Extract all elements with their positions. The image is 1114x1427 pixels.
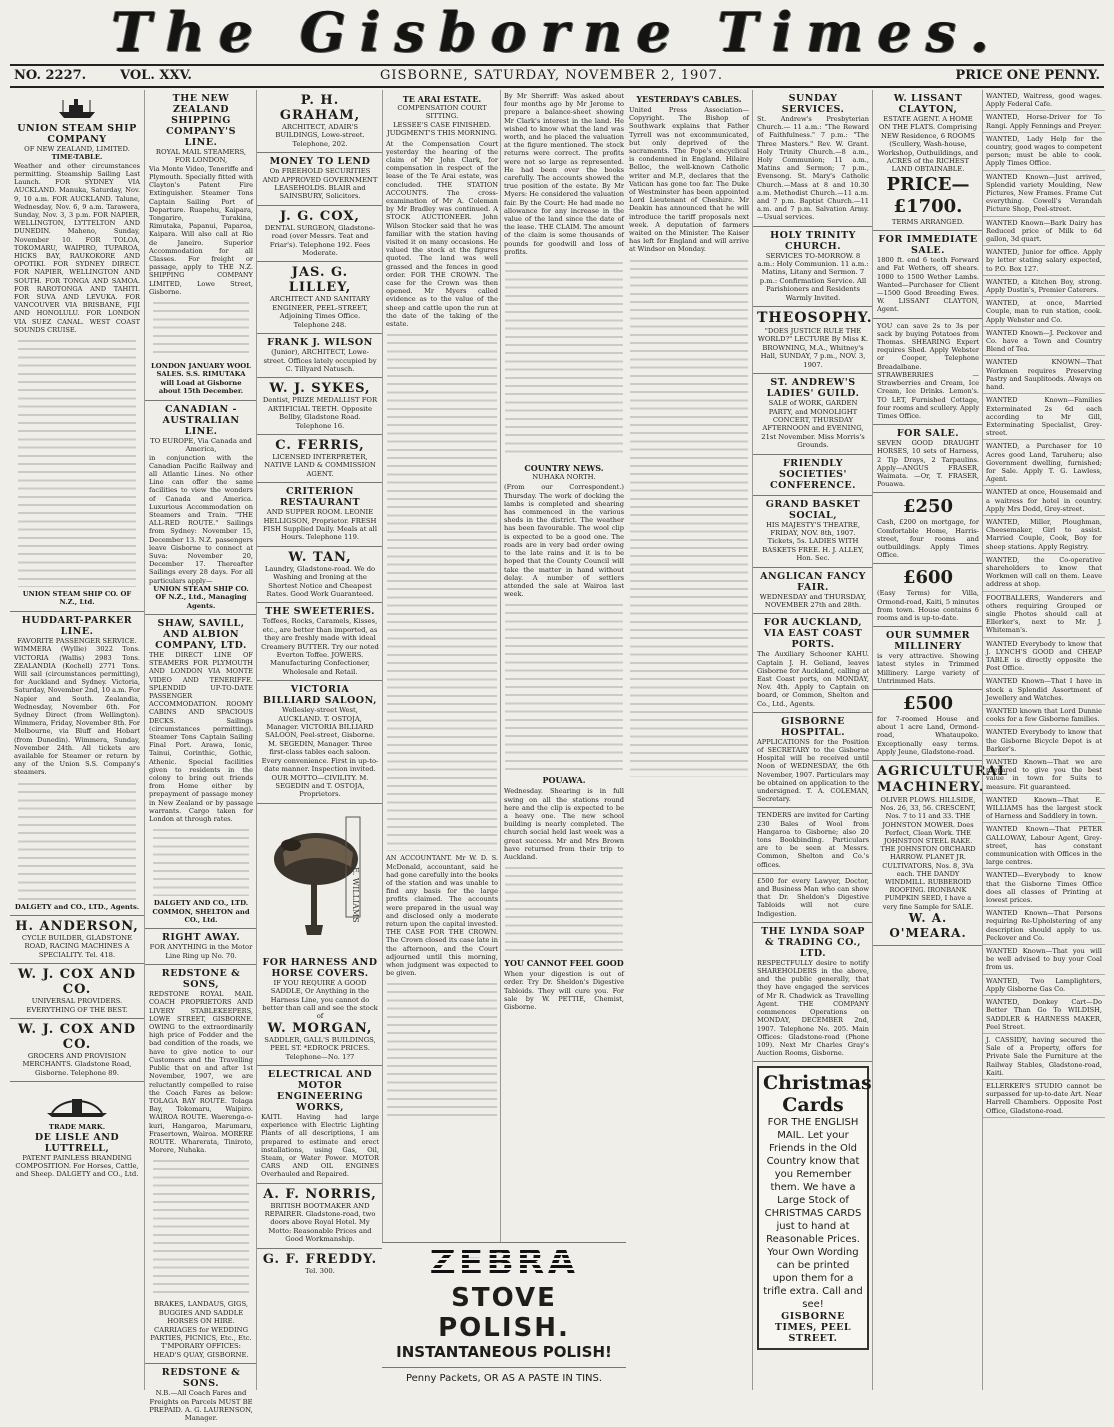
nz-title: THE NEW ZEALAND SHIPPING COMPANY'S LINE. bbox=[166, 93, 236, 148]
cassidy-ad: J. CASSIDY, having secured the Sale of a Property, offers for Private Sale the Furniture at the Railway Stables, Gladstone-road, Kaiti. bbox=[983, 1034, 1105, 1080]
zebra-title: ZEBRA bbox=[382, 1243, 626, 1283]
theosophy-ad bbox=[753, 307, 873, 374]
svg-text:E. WILLIAMS: E. WILLIAMS bbox=[351, 866, 360, 923]
lease-story-continued-2 bbox=[387, 980, 497, 1120]
ladies-title: ST. ANDREW'S LADIES' GUILD. bbox=[766, 377, 860, 400]
studio-ad: ELLERKER'S STUDIO cannot be surpassed for up-to-date Art. Near Harrell Chambers. Opposite Post Office, Gladstone-road. bbox=[983, 1080, 1105, 1118]
column-4 bbox=[382, 90, 501, 1390]
agri-body: OLIVER PLOWS. HILLSIDE, Nos. 26, 33, 56. CRESCENT, Nos. 7 to 11 and 33. THE JOHNSTON MOWER. Does Perfect, Clean Work. THE JOHNSTON STEEL RAKE. THE JOHNSTON ORCHARD HARROW. PLANET JR. CULTIVATORS, Nos. 8, 3Va each. THE DANDY WINDMILL. RUBBEROID ROOFING. IRONBANK PUMPKIN SEED, I have a very fine Sample for SALE. bbox=[880, 795, 976, 911]
fancy-fair-ad bbox=[753, 568, 873, 615]
auckland-ad bbox=[753, 614, 873, 712]
money-body: On FREEHOLD SECURITIES AND APPROVED GOVERNMENT LEASEHOLDS. BLAIR and SAINSBURY, Solicitors. bbox=[262, 167, 378, 201]
christmas-footer: GISBORNE TIMES, PEEL STREET. bbox=[774, 1311, 852, 1345]
ferris-ad bbox=[257, 435, 383, 483]
wanted-ad: WANTED known that Lord Dunnie cooks for a few Gisborne families. bbox=[983, 705, 1105, 726]
column-6 bbox=[626, 90, 752, 1390]
wanted-ad: WANTED, Waitress, good wages. Apply Federal Cafe. bbox=[983, 90, 1105, 111]
norris-body: BRITISH BOOTMAKER AND REPAIRER. Gladstone-road, two doors above Royal Hotel. My Motto: Reasonable Prices and Good Workmanship. bbox=[264, 1201, 376, 1244]
nz-body: Via Monte Video, Teneriffe and Plymouth. Specially fitted with Clayton's Patent Fire Extinguisher. Steamer Tons Captain Sailing Port of Departure. Ruapehu, Kaipara, Tongariro, Turakina, Rimutaka, Papanui, Paparoa, Kaipara. Will also call at Rio de Janeiro. Superior Accommodation for all Classes. For freight or passage, apply to THE N.Z. SHIPPING COMPANY LIMITED, Lowe Street, Gisborne. bbox=[149, 164, 253, 296]
wanted-ad: WANTED Known—That you will be well advised to buy your Coal from us. bbox=[983, 945, 1105, 975]
pouawa-title: POUAWA. bbox=[542, 775, 586, 786]
ship-icon bbox=[57, 97, 97, 119]
grand-body: HIS MAJESTY'S THEATRE, FRIDAY, NOV. 8th, 1907. Tickets, 5s. LADIES WITH BASKETS FREE. H. J. ALLEY, Hon. Sec. bbox=[762, 520, 864, 563]
tender-ad bbox=[753, 808, 873, 873]
tan-title: W. TAN, bbox=[288, 549, 352, 565]
jg-cox-ad bbox=[257, 206, 383, 263]
graham-body: ARCHITECT, ADAIR'S BUILDINGS, Lowe-street. Telephone, 202. bbox=[275, 123, 365, 148]
clayton-body: ESTATE AGENT. A HOME ON THE FLATS. Comprising NEW Residence, 6 ROOMS (Scullery, Wash-house, Workshop, Outbuildings, and ACRES of the RICHEST LAND OBTAINABLE. bbox=[877, 115, 979, 174]
ladies-body: SALE of WORK, GARDEN PARTY, and MONOLIGHT CONCERT, THURSDAY AFTERNOON and EVENING, 21st November. Miss Morris's Grounds. bbox=[761, 399, 865, 450]
story-continued-text bbox=[505, 259, 623, 459]
zebra-slogan: INSTANTANEOUS POLISH! bbox=[396, 1343, 612, 1361]
redstone-footer: BRAKES, LANDAUS, GIGS, BUGGIES AND SADDLE HORSES ON HIRE. CARRIAGES for WEDDING PARTIES, PICNICS, Etc., Etc. T'MPORARY OFFICES: HEAD'S QUAY, GISBORNE. bbox=[150, 1300, 252, 1359]
wanted-ad: WANTED, at once, Married Couple, man to run station, cook. Apply Webster and Co. bbox=[983, 297, 1105, 327]
wanted-ad: WANTED Known—Just arrived, Splendid variety Moulding, New Pictures, New Frames. Frame Cut everything. Cowell's Verandah Picture Shop, Peel-street. bbox=[983, 171, 1105, 217]
christmas-title: Christmas Cards bbox=[763, 1072, 872, 1117]
graham-title: P. H. GRAHAM, bbox=[279, 93, 361, 123]
wanted-ad: WANTED, Miller, Ploughman, Cheesemaker, Girl to assist. Married Couple, Cook, Boy for sheep stations. Apply Registry. bbox=[983, 516, 1105, 554]
sunday-body: St. Andrew's Presbyterian Church.— 11 a.m.: "The Reward of Faithfulness." 7 p.m.: "The Three Masters." Rev. W. Grant. Holy Trinity Church.—8 a.m., Holy Communion; 11 a.m., Matins and Sermon; 7 p.m., Evensong. St. Mary's Catholic Church.—Mass at 8 and 10.30 a.m. Methodist Church.—11 a.m. and 7 p.m. Baptist Church.—11 a.m. and 7 p.m. Salvation Army.—Usual services. bbox=[757, 115, 869, 222]
country-story: (From our Correspondent.) Thursday. The work of docking the lambs is completed and shearing has commenced in the various sheds in the district. The weather has been favourable. The wool clip is expected to be a good one. The roads are in very bad order owing to the late rains and it is to be hoped that the County Council will take the matter in hand without delay. A number of settlers attended the sale at Wairoa last week. bbox=[504, 483, 624, 599]
wanted-ad: WANTED, Junior for office. Apply by letter stating salary expected, to P.O. Box 127. bbox=[983, 246, 1105, 276]
shaw-savill-ad bbox=[145, 615, 257, 929]
huddart-parker-ad bbox=[10, 612, 144, 916]
canadian-footer: UNION STEAM SHIP CO. OF N.Z., Ltd., Managing Agents. bbox=[153, 584, 249, 610]
pouawa-story: Wednesday. Shearing is in full swing on all the stations round here and the clip is expected to be a heavy one. The new school building is nearly completed. The church social held last week was a great success. Mr and Mrs Brown have returned from their trip to Auckland. bbox=[504, 787, 624, 861]
shaw-title: SHAW, SAVILL, AND ALBION COMPANY, LTD. bbox=[155, 617, 247, 651]
jg-cox-body: DENTAL SURGEON, Gladstone-road (over Messrs. Teat and Friar's). Telephone 192. Fees Moderate. bbox=[264, 223, 376, 258]
hospital-ad bbox=[753, 713, 873, 809]
reward-body: £500 for every Lawyer, Doctor, and Business Man who can show that Dr. Sheldon's Digestive Tabloids will not cure Indigestion. bbox=[757, 876, 869, 918]
tan-body: Laundry, Gladstone-road. We do Washing and Ironing at the Shortest Notice and Cheapest Rates. Good Work Guaranteed. bbox=[264, 564, 376, 598]
fancy-body: WEDNESDAY and THURSDAY, NOVEMBER 27th and 28th. bbox=[759, 592, 867, 609]
fancy-title: ANGLICAN FANCY FAIR. bbox=[760, 570, 866, 593]
grand-basket-ad bbox=[753, 496, 873, 568]
hospital-body: APPLICATIONS for the Position of SECRETARY to the Gisborne Hospital will be received until Noon of WEDNESDAY, the 6th November, 1907. Particulars may be obtained on application to the undersigned. T. A. COLEMAN, Secretary. bbox=[757, 737, 869, 804]
saddle-icon bbox=[261, 807, 379, 957]
shaw-text bbox=[153, 826, 249, 896]
nz-shipping-ad bbox=[145, 90, 257, 401]
wanted-ad: WANTED Known—That I have in stock a Splendid Assortment of Jewellery and Watches. bbox=[983, 675, 1105, 705]
for-sale-ad bbox=[873, 425, 983, 493]
holy-trinity-ad bbox=[753, 227, 873, 307]
ferris-body: LICENSED INTERPRETER, NATIVE LAND & COMMISSION AGENT. bbox=[264, 452, 376, 478]
tan-ad bbox=[257, 547, 383, 604]
usco-footer: UNION STEAM SHIP CO. OF N.Z., Ltd. bbox=[22, 590, 132, 607]
wanted-ad: WANTED, a Kitchen Boy, strong. Apply Dustin's, Premier Caterers. bbox=[983, 276, 1105, 297]
anderson-ad bbox=[10, 916, 144, 964]
wanted-ad: WANTED, a Purchaser for 10 Acres good Land, Taruheru; also Government dwelling, furnished; for Sale. Apply T. G. Lawless, Agent. bbox=[983, 440, 1105, 486]
redstone-fares-table bbox=[153, 1157, 249, 1297]
wilson-ad bbox=[257, 334, 383, 378]
wanted-ad: WANTED Everybody to know that J. LYNCH'S GOOD and CHEAP TABLE is directly opposite the Post Office. bbox=[983, 638, 1105, 676]
wanted-ad: WANTED Known—That E. WILLIAMS has the largest stock of Harness and Saddlery in town. bbox=[983, 794, 1105, 824]
victoria-billiard-ad bbox=[257, 681, 383, 803]
zebra-ad bbox=[382, 1242, 626, 1391]
lease-story: At the Compensation Court yesterday the hearing of the claim of Mr John Clark, for compensation in respect of the lease of the Te Arai estate, was concluded. THE STATION ACCOUNTS. The cross-examination of Mr A. Coleman by Mr Bradley was continued. A STOCK AUCTIONEER. John Wilson Stocker said that he was familiar with the station having visited it on many occasions. He valued the stock at the figures quoted. The land was well grassed and the fences in good order. FOR THE CROWN. The case for the Crown was then opened. Mr Myers called evidence as to the value of the sheep and cattle upon the run at the date of the taking of the estate. bbox=[386, 139, 498, 329]
usco-schedule-text bbox=[18, 337, 136, 587]
immediate-sale-ad bbox=[873, 231, 983, 318]
huddart-body: WIMMERA (Wyllie) 3022 Tons. VICTORIA (Wallis) 2983 Tons. ZEALANDIA (Kochell) 2771 Tons. Will sail (circumstances permitting), for Auckland and Sydney. Victoria, Saturday, November 2nd, 10 a.m. For Napier and South. Zealandia, Wednesday, November 6th. For Sydney Direct (from Wellington). Wimmera, Friday, November 8th. For Melbourne, via Bluff and Hobart (from Dunedin). Wimmera, Sunday, November 24th. All tickets are available for Steamer or return by any of the Union S.S. Company's steamers. bbox=[14, 645, 140, 777]
wilson-title: FRANK J. WILSON bbox=[267, 337, 373, 349]
wanted-ad: WANTED Known—Families Exterminated 2s 6d each according to Mr Gill, Exterminating Specialist, Grey-street. bbox=[983, 394, 1105, 440]
lilley-title: JAS. G. LILLEY, bbox=[288, 265, 352, 296]
sweeteries-title: THE SWEETERIES. bbox=[265, 606, 375, 618]
huddart-text bbox=[18, 780, 136, 900]
usco-body: Weather and other circumstances permitting. Steamship Sailing Last Launch. FOR SYDNEY VIA AUCKLAND. Manuka, Saturday, Nov. 9, 10 a.m. FOR AUCKLAND. Talune, Wednesday, Nov. 6, 9 a.m. Tarawera, Sunday, Nov. 3, 3 p.m. FOR NAPIER, WELLINGTON, LYTTELTON AND DUNEDIN. Maheno, Sunday, November 10. FOR TOLOA, TOKOMARU, WAIPIRO, TUPAROA, HICKS BAY, RAUKOKORE AND OPOTIKI. FOR SYDNEY DIRECT. FOR NAPIER, WELLINGTON AND SOUTH. FOR TONGA AND SAMOA. FOR RAROTONGA AND TAHITI. FOR SUVA AND LEVUKA. FOR VANCOUVER VIA BRISBANE, FIJI AND HONOLULU. FOR LONDON VIA SUEZ CANAL. WEST COAST SOUNDS CRUISE. bbox=[14, 161, 140, 334]
masthead-title: The Gisborne Times. bbox=[111, 0, 1003, 64]
cant-feel-good-body: When your digestion is out of order. Try Dr. Sheldon's Digestive Tabloids. They will cure you. For sale by W. PETTIE, Chemist, Gisborne. bbox=[504, 970, 624, 1011]
column-9-wanted bbox=[982, 90, 1105, 1390]
lynda-ad bbox=[753, 923, 873, 1062]
ladies-guild-ad bbox=[753, 374, 873, 454]
yesterday-story: United Press Association—Copyright. The Bishop of Southwark explains that Father Tyrrell was not excommunicated, but only deprived of the sacraments. The Pope's encyclical is condemned in England. Hilaire Belloc, the well-known Catholic writer and M.P., declares that the Vatican has gone too far. The Duke of Westminster has been appointed Lord Lieutenant of Cheshire. Mr Deakin has announced that he will introduce the tariff proposals next week. A deputation of farmers waited on the Minister. The Kaiser has left for England and will arrive at Windsor on Monday. bbox=[629, 106, 749, 254]
jg-cox-title: J. G. COX, bbox=[280, 208, 360, 224]
wilson-body: (Junior), ARCHITECT, Lowe-street. Offices lately occupied by C. Tillyard Natusch. bbox=[263, 348, 377, 373]
usco-timetable: TIME-TABLE. bbox=[51, 153, 103, 162]
sale-title: FOR SALE. bbox=[896, 428, 960, 440]
saddle-ad bbox=[257, 804, 383, 1066]
canadian-sub: TO EUROPE, Via Canada and America, bbox=[150, 436, 252, 454]
right-away-title: RIGHT AWAY. bbox=[161, 932, 241, 944]
trade-mark-icon bbox=[42, 1089, 112, 1119]
canadian-australian-ad bbox=[145, 401, 257, 615]
freddy-ad bbox=[257, 1249, 383, 1279]
huddart-footer: DALGETY and CO., LTD., Agents. bbox=[14, 902, 140, 911]
victoria-body: Wellesley-street West, AUCKLAND. T. OSTOJA, Manager. VICTORIA BILLIARD SALOON, Peel-street, Gisborne. M. SEGEDIN, Manager. Three first-class tables each saloon. Every convenience. First in up-to-date manner. Inspection invited. OUR MOTTO—CIVILITY. M. SEGEDIN and T. OSTOJA, Proprietors. bbox=[261, 706, 379, 799]
christmas-cards-ad bbox=[757, 1066, 872, 1350]
issue-number: NO. 2227. bbox=[14, 68, 87, 83]
nz-footer: LONDON JANUARY WOOL SALES. S.S. RIMUTAKA will Load at Gisborne about 15th December. bbox=[151, 362, 251, 396]
price-500: £500 bbox=[902, 692, 954, 714]
norris-ad bbox=[257, 1184, 383, 1249]
trinity-body: SERVICES TO-MORROW. 8 a.m.: Holy Communion. 11 a.m.: Matins, Litany and Sermon. 7 p.m.: Confirmation Service. All Parishioners and Residents Warmly Invited. bbox=[757, 251, 869, 302]
right-away-ad bbox=[145, 929, 257, 965]
cox-universal-ad bbox=[10, 964, 144, 1019]
redstone2-ad bbox=[145, 1364, 257, 1427]
price-600: £600 bbox=[902, 567, 954, 589]
nz-sub: ROYAL MAIL STEAMERS, FOR LONDON, bbox=[155, 148, 247, 165]
yesterday-story-continued bbox=[630, 257, 748, 777]
zebra-subtitle: STOVE POLISH. bbox=[438, 1283, 570, 1343]
lilley-ad bbox=[257, 262, 383, 334]
criterion-ad bbox=[257, 483, 383, 547]
lilley-body: ARCHITECT AND SANITARY ENGINEER, PEEL-STREET, Adjoining Times Office. Telephone 248. bbox=[269, 295, 371, 329]
lease-title: TE ARAI ESTATE. bbox=[402, 94, 482, 104]
cox1-title: W. J. COX AND CO. bbox=[17, 967, 137, 998]
money-ad bbox=[257, 153, 383, 206]
sale-body: SEVEN GOOD DRAUGHT HORSES, 10 sets of Harness, 2 Tip Drays, 2 Tarpaulins. Apply—ANGUS FRASER, Waimata. —Or, T. FRASER, Pouawa. bbox=[877, 439, 979, 489]
price-500-ad bbox=[873, 690, 983, 761]
right-away-body: FOR ANYTHING in the Motor Line Ring up No. 70. bbox=[149, 943, 253, 960]
wanted-ad: WANTED at once, Housemaid and a waitress for hotel in country. Apply Mrs Dodd, Grey-street. bbox=[983, 486, 1105, 516]
clayton-title: W. LISSANT CLAYTON, bbox=[893, 93, 963, 115]
electrical-title: ELECTRICAL AND MOTOR ENGINEERING WORKS, bbox=[267, 1068, 373, 1113]
clayton-price: PRICE—£1700. bbox=[886, 173, 970, 217]
country-story-continued bbox=[505, 601, 623, 771]
friendly-ad bbox=[753, 455, 873, 496]
morgan-body: SADDLER, GALL'S BUILDINGS, PEEL ST. *EDROCK PRICES. Telephone—No. 1?7 bbox=[264, 1035, 376, 1061]
wanted-ad: WANTED—Everybody to know that the Gisborne Times Office does all classes of Printing at lowest prices. bbox=[983, 869, 1105, 907]
anderson-body: CYCLE BUILDER, GLADSTONE ROAD, RACING MACHINES A SPECIALITY. Tel. 418. bbox=[21, 933, 133, 959]
cant-feel-good-title: YOU CANNOT FEEL GOOD bbox=[504, 958, 624, 969]
column-2 bbox=[144, 90, 257, 1423]
hospital-title: GISBORNE HOSPITAL. bbox=[780, 715, 846, 738]
wanted-ad: WANTED Known—That we are prepared to give you the best value in town for Suits to measure. Fit guaranteed. bbox=[983, 756, 1105, 794]
saddle-illustration bbox=[261, 807, 379, 957]
wanted-ad: WANTED Known—Bark Dairy has Reduced price of Milk to 6d gallon, 3d quart. bbox=[983, 217, 1105, 247]
anderson-title: H. ANDERSON, bbox=[15, 918, 139, 934]
criterion-body: AND SUPPER ROOM. LEONIE HELLIGSON, Proprietor. FRESH FISH Supplied Daily. Meals at all Hours. Telephone 119. bbox=[262, 508, 378, 542]
column-8 bbox=[872, 90, 1008, 1390]
freddy-body: Tel. 300. bbox=[305, 1266, 335, 1275]
wanted-ad: WANTED Known—That Persons requiring Re-Upholstering of any description should apply to us. Peckover and Co. bbox=[983, 907, 1105, 945]
summer-ad bbox=[873, 627, 983, 690]
volume-number: VOL. XXV. bbox=[120, 68, 192, 83]
luttrell-ad bbox=[10, 1082, 144, 1183]
redstone-body: REDSTONE ROYAL MAIL COACH PROPRIETORS AND LIVERY STABLEKEEPERS, LOWE STREET, GISBORNE. OWING to the extraordinarily high price of Fodder and the bad condition of the roads, we have to give notice to our Customers and the Travelling Public that on and after 1st November, 1907, we are reluctantly compelled to raise the Coach Fares as below: TOLAGA BAY ROUTE. Tolaga Bay, Tokomaru, Waipiro. WAIROA ROUTE. Waerenga-o-kuri, Hangaroa, Marumaru, Frasertown, Wairoa. MORERE ROUTE. Wharerata, Tiniroto, Morere, Nuhaka. bbox=[149, 990, 253, 1155]
pouawa-story-continued bbox=[505, 864, 623, 954]
friendly-title: FRIENDLY SOCIETIES' CONFERENCE. bbox=[770, 457, 856, 491]
grand-title: GRAND BASKET SOCIAL, bbox=[765, 498, 861, 521]
lease-story-2: AN ACCOUNTANT. Mr W. D. S. McDonald, accountant, said he had gone carefully into the books of the station and was unable to find any basis for the large profits claimed. The accounts were prepared in the usual way and disclosed only a moderate return upon the capital invested. THE CASE FOR THE CROWN. The Crown closed its case late in the afternoon, and the Court adjourned until this morning, when judgment was expected to be given. bbox=[386, 854, 498, 978]
redstone2-title: REDSTONE & SONS. bbox=[161, 1367, 241, 1390]
agri-machinery-ad bbox=[873, 761, 1008, 946]
morgan-title: W. MORGAN, bbox=[267, 1020, 373, 1036]
money-title: MONEY TO LEND bbox=[269, 156, 371, 168]
country-sub: NUHAKA NORTH. bbox=[532, 473, 596, 482]
column-1 bbox=[10, 90, 144, 1390]
usco-sub: OF NEW ZEALAND, LIMITED. bbox=[24, 145, 130, 153]
wanted-ad: WANTED Known—That PETER GALLOWAY, Labour Agent, Grey-street, has constant communication with Offices in the large centres. bbox=[983, 823, 1105, 869]
omeara-title: W. A. O'MEARA. bbox=[889, 910, 967, 940]
zebra-footer: Penny Packets, OR AS A PASTE IN TINS. bbox=[382, 1367, 626, 1386]
ferris-title: C. FERRIS, bbox=[275, 437, 365, 453]
price-500-body: for 7-roomed House and about 1 acre Land, Ormond-road, Whataupoko. Exceptionally easy terms. Apply Jeune, Gladstone-road. bbox=[877, 714, 979, 756]
story-continued: By Mr Sherriff: Was asked about four months ago by Mr Jerome to prepare a balance-sheet showing Mr Clark's interest in the land. He wished to know what the land was worth, and he placed the valuation at the figure mentioned. The stock returns were correct. The profits were not so large as represented. He had been over the books carefully. The accounts showed the true position of the estate. By Mr Myers: He considered the valuation fair. By the Court: He had made no allowance for any increase in the value of the land since the date of the lease. THE CLAIM. The amount of the claim is some thousands of pounds for goodwill and loss of profits. bbox=[504, 92, 624, 256]
saddle-caption: FOR HARNESS AND HORSE COVERS. bbox=[262, 956, 378, 979]
lynda-title: THE LYNDA SOAP & TRADING CO., LTD. bbox=[761, 925, 865, 959]
lynda-body: RESPECTFULLY desire to notify SHAREHOLDERS in the above, and the public generally, that they have engaged the services of Mr R. Chadwick as Travelling Agent. THE COMPANY commences Operations on MONDAY, DECEMBER 2nd, 1907. Telephone No. 205. Main Offices: Gladstone-road (Phone 109). Next Mr Charles Gray's Auction Rooms, Gisborne. bbox=[757, 958, 869, 1058]
electrical-ad bbox=[257, 1066, 383, 1184]
country-title: COUNTRY NEWS. bbox=[524, 463, 604, 474]
sunday-services-ad bbox=[753, 90, 873, 227]
sykes-ad bbox=[257, 378, 383, 435]
redstone2-body: N.B.—All Coach Fares and Freights on Parcels MUST BE PREPAID. A. G. LAURENSON, Manager. bbox=[149, 1389, 253, 1423]
summer-title: OUR SUMMER MILLINERY bbox=[885, 630, 971, 653]
wanted-ad: WANTED Everybody to know that the Gisborne Bicycle Depot is at Barker's. bbox=[983, 726, 1105, 756]
norris-title: A. F. NORRIS, bbox=[263, 1186, 377, 1202]
auckland-body: The Auxiliary Schooner KAHU. Captain J. H. Geliand, leaves Gisborne for Auckland, calling at East Coast ports, on MONDAY, Nov. 4th. Apply to Captain on board, or Common, Shelton and Co., Ltd., Agents. bbox=[757, 650, 869, 708]
wanted-ad: WANTED, Donkey Cart—Do Better Than Go To WILDISH, SADDLER & HARNESS MAKER, Peel Street. bbox=[983, 996, 1105, 1034]
cox-grocers-ad bbox=[10, 1019, 144, 1082]
lease-story-continued bbox=[387, 331, 497, 851]
tender-body: TENDERS are invited for Carting 230 Bales of Wool from Hangaroa to Gisborne; also 20 tons Bookbinding. Particulars are to be seen at Messrs. Common, Shelton and Co.'s offices. bbox=[757, 811, 869, 869]
small-ads-body: YOU can save 2s to 3s per sack by buying Potatoes from Thomas. SHEARING Expert requires Shed. Apply Webster or Cooper, Telephone Breadalbane. STRAWBERRIES — Strawberries and Cream, Ice Cream, Ice Drinks. Lemon's. TO LET, Furnished Cottage, four rooms and scullery. Apply Times Office. bbox=[877, 321, 979, 420]
graham-ad bbox=[257, 90, 383, 153]
clayton-terms: TERMS ARRANGED. bbox=[891, 217, 965, 226]
canadian-body: in conjunction with the Canadian Pacific Railway and all Atlantic Lines. No other Line can offer the same facilities to view the wonders of Canada and America. Luxurious Accommodation on Steamers and Train. "THE ALL-RED ROUTE." Sailings from Sydney: November 15, December 13. N.Z. passengers leave Gisborne to connect at Suva: November 20, December 17. Thereafter Sailings every 28 days. For all particulars apply— bbox=[149, 453, 253, 585]
price-600-ad bbox=[873, 564, 983, 627]
lease-sub2: JUDGMENT'S THIS MORNING. bbox=[387, 129, 497, 138]
yesterday-title: YESTERDAY'S CABLES. bbox=[636, 94, 742, 104]
column-5 bbox=[500, 90, 627, 1390]
nz-text bbox=[153, 299, 249, 359]
wanted-ad: WANTED, Two Lamplighters, Apply Gisborne Gas Co. bbox=[983, 975, 1105, 996]
cox2-body: GROCERS AND PROVISION MERCHANTS. Gladstone Road, Gisborne. Telephone 89. bbox=[22, 1051, 132, 1077]
immediate-title: FOR IMMEDIATE SALE. bbox=[878, 234, 978, 257]
shaw-footer: DALGETY AND CO., LTD. COMMON, SHELTON and CO., Ltd. bbox=[152, 899, 250, 925]
wanted-ad: WANTED, Horse-Driver for To Rangi. Apply Fennings and Preyer. bbox=[983, 111, 1105, 132]
huddart-sub: FAVORITE PASSENGER SERVICE. bbox=[17, 636, 137, 645]
luttrell-body: PATENT PAINLESS BRANDING COMPOSITION. For Horses, Cattle, and Sheep. DALGETY and CO., Ltd. bbox=[15, 1153, 139, 1179]
price-250: £250 bbox=[902, 496, 954, 518]
redstone-title: REDSTONE & SONS, bbox=[161, 968, 241, 991]
price-250-body: Cash, £200 on mortgage, for Comfortable Home, Harris-street, four rooms and outbuildings. Apply Times Office. bbox=[877, 518, 979, 560]
sweeteries-ad bbox=[257, 603, 383, 681]
lease-head: COMPENSATION COURT SITTING. bbox=[397, 104, 487, 121]
sweeteries-body: Toffees, Rocks, Caramels, Kisses, etc., are better than imported, as they are freshly made with ideal Creamery BUTTER. Try our noted Everton Toffee. JOWERS. Manufacturing Confectioner, Wholesale and Retail. bbox=[261, 617, 379, 676]
sykes-title: W. J. SYKES, bbox=[269, 381, 371, 397]
theosophy-title: THEOSOPHY. bbox=[757, 310, 873, 327]
info-bar bbox=[10, 64, 1104, 88]
cox1-body: UNIVERSAL PROVIDERS. EVERYTHING OF THE BEST. bbox=[26, 997, 128, 1014]
summer-body: is very attractive. Showing latest styles in Trimmed Millinery. Large variety of Untrimmed Hats. bbox=[877, 652, 979, 685]
electrical-body: KAITI. Having had large experience with Electric Lighting Plants of all descriptions, I am prepared to estimate and erect installations, using Gas, Oil, Steam, or Water Power. MOTOR CARS AND OIL ENGINES Overhauled and Repaired. bbox=[261, 1112, 379, 1179]
huddart-title: HUDDART-PARKER LINE. bbox=[21, 614, 133, 637]
luttrell-title: DE LISLE AND LUTTRELL, bbox=[34, 1131, 120, 1154]
cox2-title: W. J. COX AND CO. bbox=[17, 1021, 137, 1052]
reward-ad bbox=[753, 874, 873, 923]
shaw-body: THE DIRECT LINE OF STEAMERS FOR PLYMOUTH AND LONDON VIA MONTE VIDEO AND TENERIFFE. SPLENDID UP-TO-DATE PASSENGER ACCOMMODATION. ROOMY CABINS AND SPACIOUS DECKS. Sailings (circumstances permitting). Steamer Tons Captain Sailing Final Port. Arawa, Ionic, Tainui, Corinthic, Gothic, Athenic. Special facilities given to residents in the colony to bring out friends from Home either by prepayment of passage money in New Zealand or by passage warrants. Cargo taken for London at through rates. bbox=[149, 650, 253, 824]
immediate-body: 1800 ft. end 6 teeth Forward and Fat Wethers, off shears. 1000 to 1500 Wether Lambs. Wanted—Purchaser for Client—1500 Good Breeding Ewes. W. LISSANT CLAYTON, Agent. bbox=[877, 256, 979, 314]
redstone-ad bbox=[145, 965, 257, 1364]
price: PRICE ONE PENNY. bbox=[955, 68, 1100, 83]
agri-title: AGRICULTURAL MACHINERY. bbox=[877, 763, 1008, 795]
canadian-title: CANADIAN - AUSTRALIAN LINE. bbox=[162, 403, 240, 437]
price-250-ad bbox=[873, 493, 983, 564]
freddy-title: G. F. FREDDY. bbox=[262, 1251, 378, 1267]
wanted-ad: WANTED, Lady Help for the country, good wages to competent person; must be able to cook. Apply Times Office. bbox=[983, 133, 1105, 171]
auckland-title: FOR AUCKLAND, VIA EAST COAST PORTS. bbox=[763, 617, 863, 651]
wanted-ad: FOOTBALLERS, Wanderers and others requiring Grouped or single Photos should call at Ellerker's, next to Mr. J. Whiteman's. bbox=[983, 592, 1105, 638]
trade-mark-label: TRADE MARK. bbox=[48, 1123, 106, 1132]
usco-title: UNION STEAM SHIP COMPANY bbox=[17, 123, 137, 145]
wanted-ad: WANTED Known—J. Peckover and Co. have a Town and Country Blend of Tea. bbox=[983, 327, 1105, 357]
union-steam-ad bbox=[10, 90, 144, 612]
small-ads bbox=[873, 319, 983, 425]
christmas-body: FOR THE ENGLISH MAIL. Let your Friends in the Old Country know that you Remember them. We have a Large Stock of CHRISTMAS CARDS just to hand at Reasonable Prices. Your Own Wording can be printed upon them for a trifle extra. Call and see! bbox=[763, 1117, 863, 1311]
wanted-ad: WANTED, the Co-operative shareholders to know that Workmen will call on them. Leave address at shop. bbox=[983, 554, 1105, 592]
sykes-body: Dentist, PRIZE MEDALLIST FOR ARTIFICIAL TEETH. Opposite Bellby, Gladstone Road. Telephone 16. bbox=[262, 396, 378, 430]
sunday-title: SUNDAY SERVICES. bbox=[781, 93, 845, 115]
victoria-title: VICTORIA BILLIARD SALOON, bbox=[263, 684, 377, 707]
wanted-ad: WANTED KNOWN—That Workmen requires Preserving Pastry and Sauplitoods. Always on hand. bbox=[983, 356, 1105, 394]
wanted-list bbox=[983, 90, 1105, 1034]
price-600-body: (Easy Terms) for Villa, Ormond-road, Kaiti, 5 minutes from town. House contains 6 rooms and is up-to-date. bbox=[877, 589, 979, 622]
dateline: GISBORNE, SATURDAY, NOVEMBER 2, 1907. bbox=[380, 68, 723, 83]
clayton-ad bbox=[873, 90, 983, 231]
theosophy-body: "DOES JUSTICE RULE THE WORLD?" LECTURE By Miss K. BROWNING, M.A., Whitney's Hall, SUNDAY, 7 p.m., NOV. 3, 1907. bbox=[757, 327, 869, 369]
trinity-title: HOLY TRINITY CHURCH. bbox=[770, 229, 856, 252]
lease-sub: LESSEE'S CASE FINISHED. bbox=[392, 120, 492, 129]
column-3 bbox=[256, 90, 383, 1390]
criterion-title: CRITERION RESTAURANT bbox=[279, 486, 361, 509]
saddle-body: IF YOU REQUIRE A GOOD SADDLE, Or Anything in the Harness Line, you cannot do better than call and see the stock of bbox=[262, 978, 378, 1021]
column-7 bbox=[752, 90, 873, 1390]
